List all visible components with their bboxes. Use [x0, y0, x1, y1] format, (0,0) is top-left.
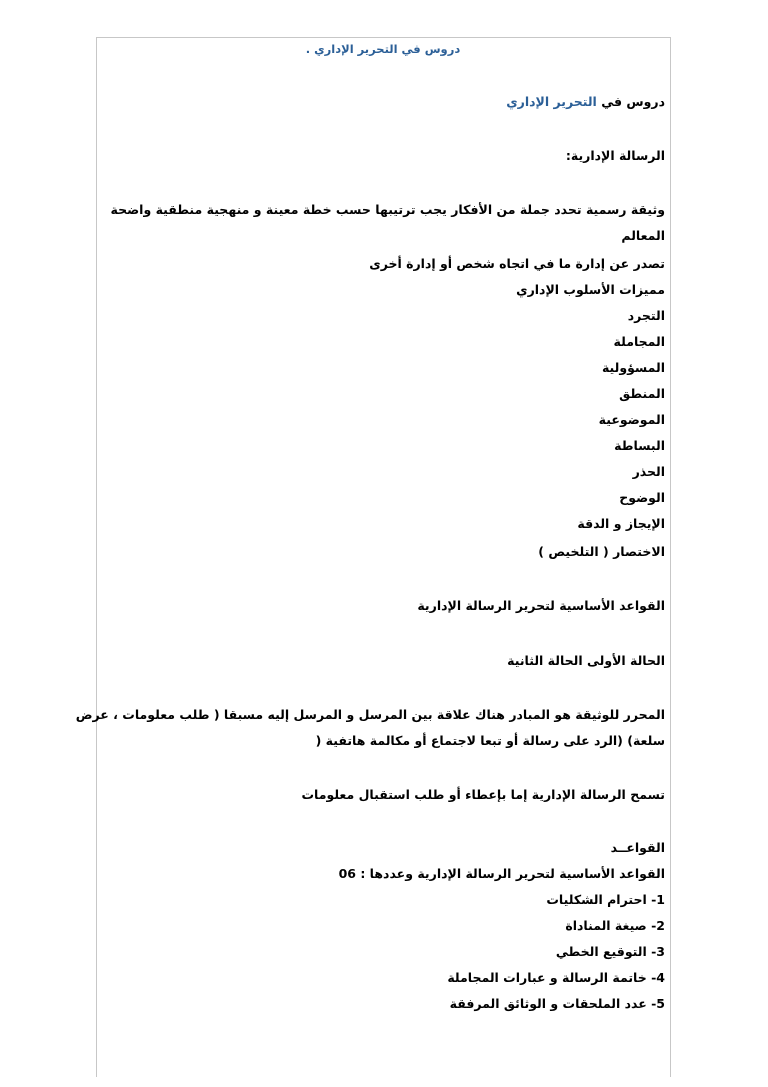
page-border-right: [670, 37, 671, 1077]
definition-line-2: المعالم: [621, 228, 665, 243]
rules-count: القواعد الأساسية لتحرير الرسالة الإدارية وعددها : 06: [338, 866, 665, 881]
rules-heading: القواعد الأساسية لتحرير الرسالة الإدارية: [417, 598, 665, 613]
definition-line-3: تصدر عن إدارة ما في اتجاه شخص أو إدارة أخرى: [369, 256, 665, 271]
page-header: دروس في التحرير الإداري .: [305, 42, 461, 56]
feature-item: المسؤولية: [601, 360, 665, 375]
feature-item: الاختصار ( التلخيص ): [538, 544, 665, 559]
feature-item: الحذر: [632, 464, 665, 479]
feature-item: الإيجاز و الدقة: [577, 516, 665, 531]
title-highlight: التحرير الإداري: [506, 94, 597, 109]
purpose-text: تسمح الرسالة الإدارية إما بإعطاء أو طلب استقبال معلومات: [301, 787, 665, 802]
rules-title: القواعــد: [610, 840, 665, 855]
feature-item: المنطق: [619, 386, 665, 401]
title-prefix: دروس في: [601, 94, 665, 109]
feature-item: التجرد: [627, 308, 665, 323]
feature-item: الموضوعية: [598, 412, 665, 427]
rule-item: 1- احترام الشكليات: [546, 892, 665, 907]
cases-heading: الحالة الأولى الحالة الثانية: [507, 653, 665, 668]
feature-item: الوضوح: [619, 490, 665, 505]
definition-heading: الرسالة الإدارية:: [565, 148, 665, 163]
rule-item: 3- التوقيع الخطي: [555, 944, 665, 959]
case-line-2: سلعة) (الرد على رسالة أو تبعا لاجتماع أو مكالمة هاتفية (: [315, 733, 665, 748]
features-heading: مميزات الأسلوب الإداري: [516, 282, 665, 297]
feature-item: البساطة: [614, 438, 665, 453]
page-border-top: [96, 37, 670, 38]
page-border-left: [96, 37, 97, 1077]
definition-line-1: وثيقة رسمية تحدد جملة من الأفكار يجب ترتيبها حسب خطة معينة و منهجية منطقية واضحة: [110, 202, 665, 217]
rule-item: 4- خاتمة الرسالة و عبارات المجاملة: [447, 970, 665, 985]
case-line-1: المحرر للوثيقة هو المبادر هناك علاقة بين المرسل و المرسل إليه مسبقا ( طلب معلومات ، عرض: [75, 707, 665, 722]
rule-item: 5- عدد الملحقات و الوثائق المرفقة: [449, 996, 665, 1011]
feature-item: المجاملة: [613, 334, 665, 349]
document-title: [506, 94, 665, 109]
rule-item: 2- صيغة المناداة: [565, 918, 665, 933]
